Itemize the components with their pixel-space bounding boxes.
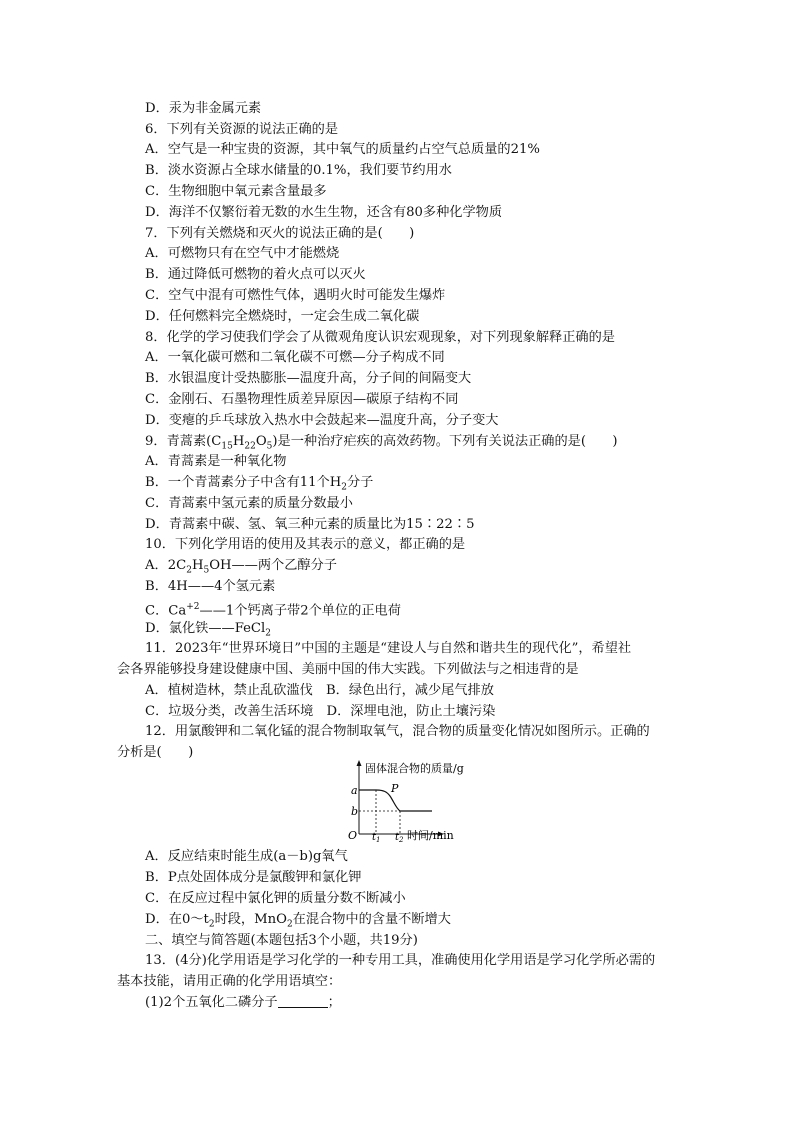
subscript: 2 xyxy=(286,919,293,930)
q8-option-a: A．一氧化碳可燃和二氧化碳不可燃—分子构成不同 xyxy=(145,350,445,365)
q6-option-b: B．淡水资源占全球水储量的0.1%，我们要节约用水 xyxy=(145,163,452,178)
q10-option-a-text: OH——两个乙醇分子 xyxy=(209,558,337,573)
q12-option-d-text: D．在0～t xyxy=(145,912,209,927)
q7-option-c: C．空气中混有可燃性气体，遇明火时可能发生爆炸 xyxy=(145,288,446,303)
q10-stem: 10．下列化学用语的使用及其表示的意义，都正确的是 xyxy=(145,537,466,552)
superscript: +2 xyxy=(186,602,200,612)
subscript: 5 xyxy=(203,565,210,576)
q6-option-c: C．生物细胞中氧元素含量最多 xyxy=(145,184,327,199)
q10-option-c xyxy=(145,598,401,620)
q13-stem-line1: 13．(4分)化学用语是学习化学的一种专用工具，准确使用化学用语是学习化学所必需的 xyxy=(145,953,656,968)
q13-item-1 xyxy=(145,993,341,1012)
q11-stem-line2: 会各界能够投身建设健康中国、美丽中国的伟大实践。下列做法与之相违背的是 xyxy=(117,662,579,677)
mass-time-chart xyxy=(340,758,490,844)
subscript: 2 xyxy=(186,565,192,576)
q8-option-c: C．金刚石、石墨物理性质差异原因—碳原子结构不同 xyxy=(145,392,459,407)
q9-stem-text: 9．青蒿素(C xyxy=(145,434,222,449)
point-label-p: P xyxy=(391,782,399,795)
q8-stem: 8．化学的学习使我们学会了从微观角度认识宏观现象，对下列现象解释正确的是 xyxy=(145,330,615,345)
y-tick-label-a: a xyxy=(351,784,358,797)
y-tick-label-b: b xyxy=(351,805,359,818)
answer-blank[interactable] xyxy=(278,993,328,1008)
q13-item-1-text: (1)2个五氧化二磷分子 xyxy=(145,995,278,1010)
q9-option-b-text: 分子 xyxy=(346,475,374,490)
q13-item-1-end: ； xyxy=(327,995,341,1010)
section-2-title: 二、填空与简答题(本题包括3个小题，共19分) xyxy=(145,933,418,948)
q10-option-c-text: C．Ca xyxy=(145,603,187,619)
q12-stem-line1: 12．用氯酸钾和二氧化锰的混合物制取氧气，混合物的质量变化情况如图所示。正确的 xyxy=(145,724,650,739)
subscript: 2 xyxy=(265,628,271,639)
q9-stem-text: )是一种治疗疟疾的高效药物。下列有关说法正确的是( ) xyxy=(272,434,618,449)
q6-option-a: A．空气是一种宝贵的资源，其中氧气的质量约占空气总质量的21% xyxy=(145,142,540,157)
q6-option-d: D．海洋不仅繁衍着无数的水生生物，还含有80多种化学物质 xyxy=(145,205,503,220)
x-tick-label-t1: $t_1$ xyxy=(372,832,381,844)
subscript: 5 xyxy=(266,441,273,452)
q12-option-b: B．P点处固体成分是氯酸钾和氯化钾 xyxy=(145,870,362,885)
q13-stem-line2: 基本技能，请用正确的化学用语填空： xyxy=(117,974,342,989)
q10-option-a-text: A．2C xyxy=(145,558,187,573)
x-tick-label-t2: $t_2$ xyxy=(395,832,404,844)
q12-option-c: C．在反应过程中氯化钾的质量分数不断减小 xyxy=(145,891,406,906)
q9-stem-text: O xyxy=(255,434,267,449)
q11-options-cd: C．垃圾分类，改善生活环境 D．深埋电池，防止土壤污染 xyxy=(145,704,496,719)
q6-stem: 6．下列有关资源的说法正确的是 xyxy=(145,122,339,137)
q7-option-d: D．任何燃料完全燃烧时，一定会生成二氧化碳 xyxy=(145,309,420,324)
q12-option-d-text: 在混合物中的含量不断增大 xyxy=(292,912,451,927)
q7-option-a: A．可燃物只有在空气中才能燃烧 xyxy=(145,246,340,261)
q10-option-a-text: H xyxy=(191,558,204,573)
subscript: 22 xyxy=(244,441,256,452)
x-axis-label: 时间/min xyxy=(407,829,454,842)
subscript: 2 xyxy=(341,482,347,493)
q10-option-b: B．4H——4个氢元素 xyxy=(145,579,276,594)
q11-options-ab: A．植树造林，禁止乱砍滥伐 B．绿色出行，减少尾气排放 xyxy=(145,683,494,698)
q9-stem-text: H xyxy=(232,434,245,449)
q9-option-c: C．青蒿素中氢元素的质量分数最小 xyxy=(145,496,353,511)
subscript: 15 xyxy=(221,441,233,452)
q12-stem-line2: 分析是( ) xyxy=(117,745,194,760)
q10-option-d-text: D．氯化铁——FeCl xyxy=(145,621,266,636)
q5-option-d: D．汞为非金属元素 xyxy=(145,101,262,116)
q9-option-a: A．青蒿素是一种氧化物 xyxy=(145,454,287,469)
origin-label: O xyxy=(348,829,358,842)
q11-stem-line1: 11．2023年“世界环境日”中国的主题是“建设人与自然和谐共生的现代化”，希望社 xyxy=(145,641,632,656)
q9-option-b-text: B．一个青蒿素分子中含有11个H xyxy=(145,475,342,490)
y-axis-arrow xyxy=(357,760,362,766)
y-axis-label: 固体混合物的质量/g xyxy=(365,762,464,775)
q10-option-c-text: ——1个钙离子带2个单位的正电荷 xyxy=(199,603,401,619)
q8-option-b: B．水银温度计受热膨胀—温度升高，分子间的间隔变大 xyxy=(145,371,472,386)
q12-option-d-text: 时段，MnO xyxy=(214,912,287,927)
q9-option-d: D．青蒿素中碳、氢、氧三种元素的质量比为15∶22∶5 xyxy=(145,517,475,532)
subscript: 2 xyxy=(208,919,215,930)
q7-option-b: B．通过降低可燃物的着火点可以灭火 xyxy=(145,267,366,282)
q12-option-a: A．反应结束时能生成(a－b)g氧气 xyxy=(145,849,348,864)
q7-stem: 7．下列有关燃烧和灭火的说法正确的是( ) xyxy=(145,226,415,241)
q8-option-d: D．变瘪的乒乓球放入热水中会鼓起来—温度升高，分子变大 xyxy=(145,413,499,428)
